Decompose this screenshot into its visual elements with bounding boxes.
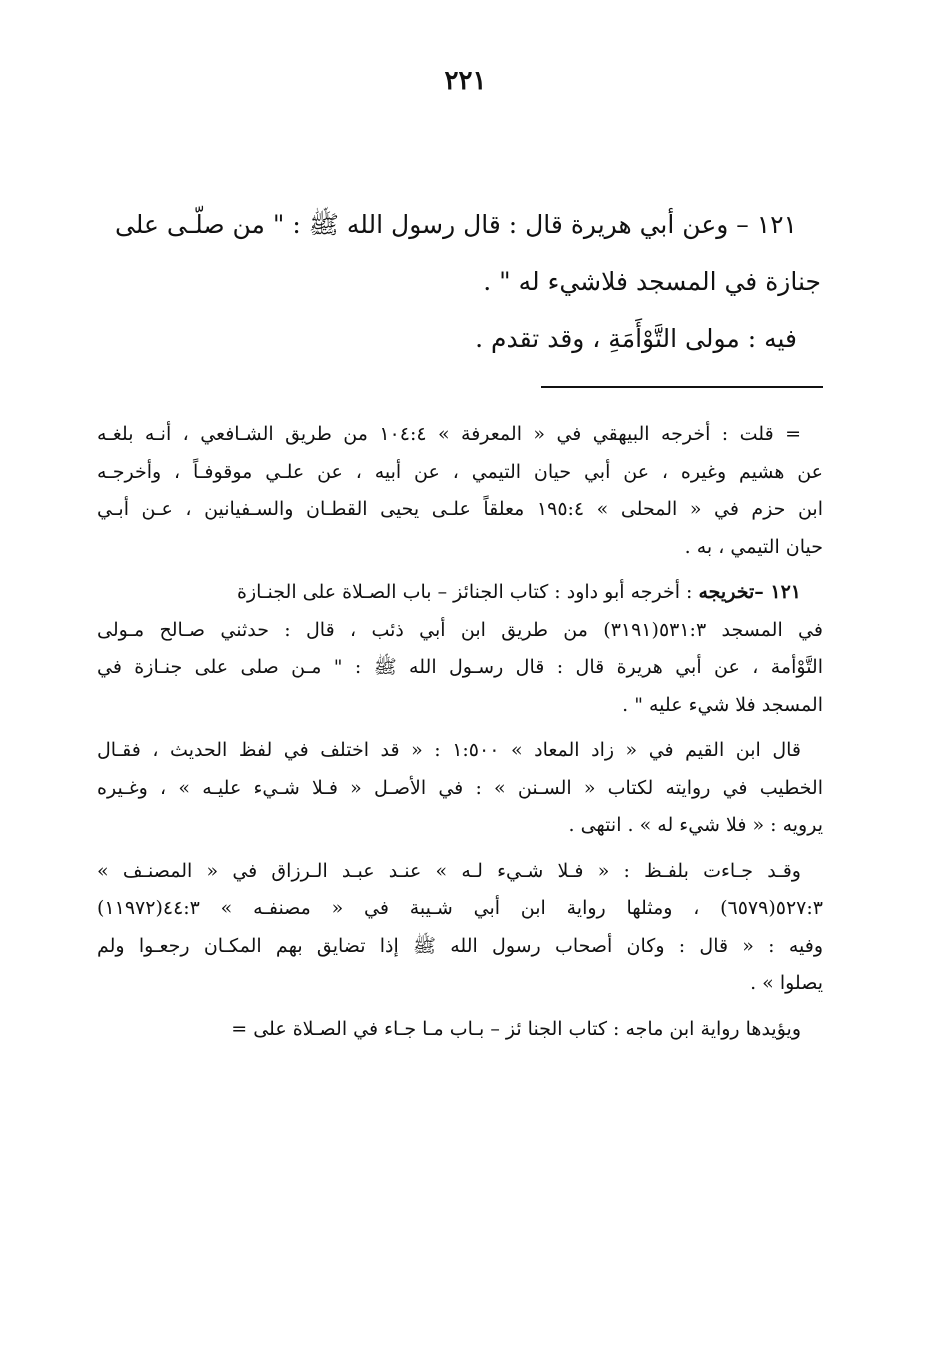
footnote-paragraph	[97, 732, 823, 845]
footnote-line: ويؤيدها رواية ابن ماجه : كتاب الجنا ئز – بـاب مـا جـاء في الصـلاة على =	[231, 1017, 801, 1040]
footnote-line: المسجد فلا شيء عليه " .	[622, 693, 823, 716]
footnote-paragraph	[97, 853, 823, 1003]
takhrij-paragraph	[97, 574, 823, 724]
takhrij-label: ١٢١ –تخريجه	[698, 581, 801, 603]
hadith-text	[101, 196, 821, 367]
footnote-paragraph	[97, 416, 823, 566]
footnote-line	[97, 574, 823, 612]
footnote-divider	[541, 386, 823, 388]
hadith-line: ١٢١ – وعن أبي هريرة قال : قال رسول الله ﷺ : " من صلّـى على	[114, 210, 797, 239]
page-number: ٢٢١	[444, 66, 487, 96]
footnote-line: ٥٢٧:٣(٦٥٧٩) ، ومثلها رواية ابن أبي شـيبة في « مصنفـه » ٤٤:٣(١١٩٧٢)	[97, 897, 823, 919]
footnotes	[97, 416, 823, 1056]
footnote-line: حيان التيمي ، به .	[684, 535, 823, 558]
footnote-line: التَّوْأمة ، عن أبي هريرة قال : قال رسـول الله ﷺ : " مـن صلى على جنـازة في	[97, 656, 823, 678]
footnote-line: ابن حزم في « المحلى » ١٩٥:٤ معلقاً علـى يحيى القطـان والسـفيانين ، عـن أبـي	[97, 498, 823, 520]
footnote-line: الخطيب في روايته لكتاب « السـنن » : في الأصـل « فـلا شـيء عليـه » ، وغـيره	[97, 776, 823, 799]
footnote-line: قال ابن القيم في « زاد المعاد » ١:٥٠٠ : « قد اختلف في لفظ الحديث ، فقـال	[97, 739, 801, 761]
footnote-line: وفيه : « قال : وكان أصحاب رسول الله ﷺ إذا تضايق بهم المكـان رجعـوا ولم	[97, 934, 823, 957]
footnote-paragraph	[97, 1011, 823, 1049]
footnote-line: في المسجد ٥٣١:٣(٣١٩١) من طريق ابن أبي ذئب ، قال : حدثني صـالح مـولى	[97, 618, 823, 641]
hadith-line: فيه : مولى التَّوْأَمَةِ ، وقد تقدم .	[475, 324, 797, 353]
footnote-line: وقـد جـاءت بلفـظ : « فـلا شـيء لـه » عنـد عبـد الـرزاق في « المصنـف »	[97, 859, 801, 882]
footnote-line: عن هشيم وغيره ، عن أبي حيان التيمي ، عن أبيه ، عن علـي موقوفـاً ، وأخرجـه	[97, 460, 823, 483]
hadith-line: جنازة في المسجد فلاشيء له " .	[483, 267, 821, 296]
footnote-line: يصلوا » .	[750, 972, 823, 994]
footnote-line: = قلت : أخرجه البيهقي في « المعرفة » ٤:٤‏١٠ من طريق الشـافعي ، أنـه بلغـه	[97, 423, 801, 445]
footnote-line: يرويه : « فلا شيء له » . انتهى .	[568, 814, 823, 836]
takhrij-text: : أخرجه أبو داود : كتاب الجنائز – باب الصـلاة على الجنـازة	[237, 581, 699, 603]
